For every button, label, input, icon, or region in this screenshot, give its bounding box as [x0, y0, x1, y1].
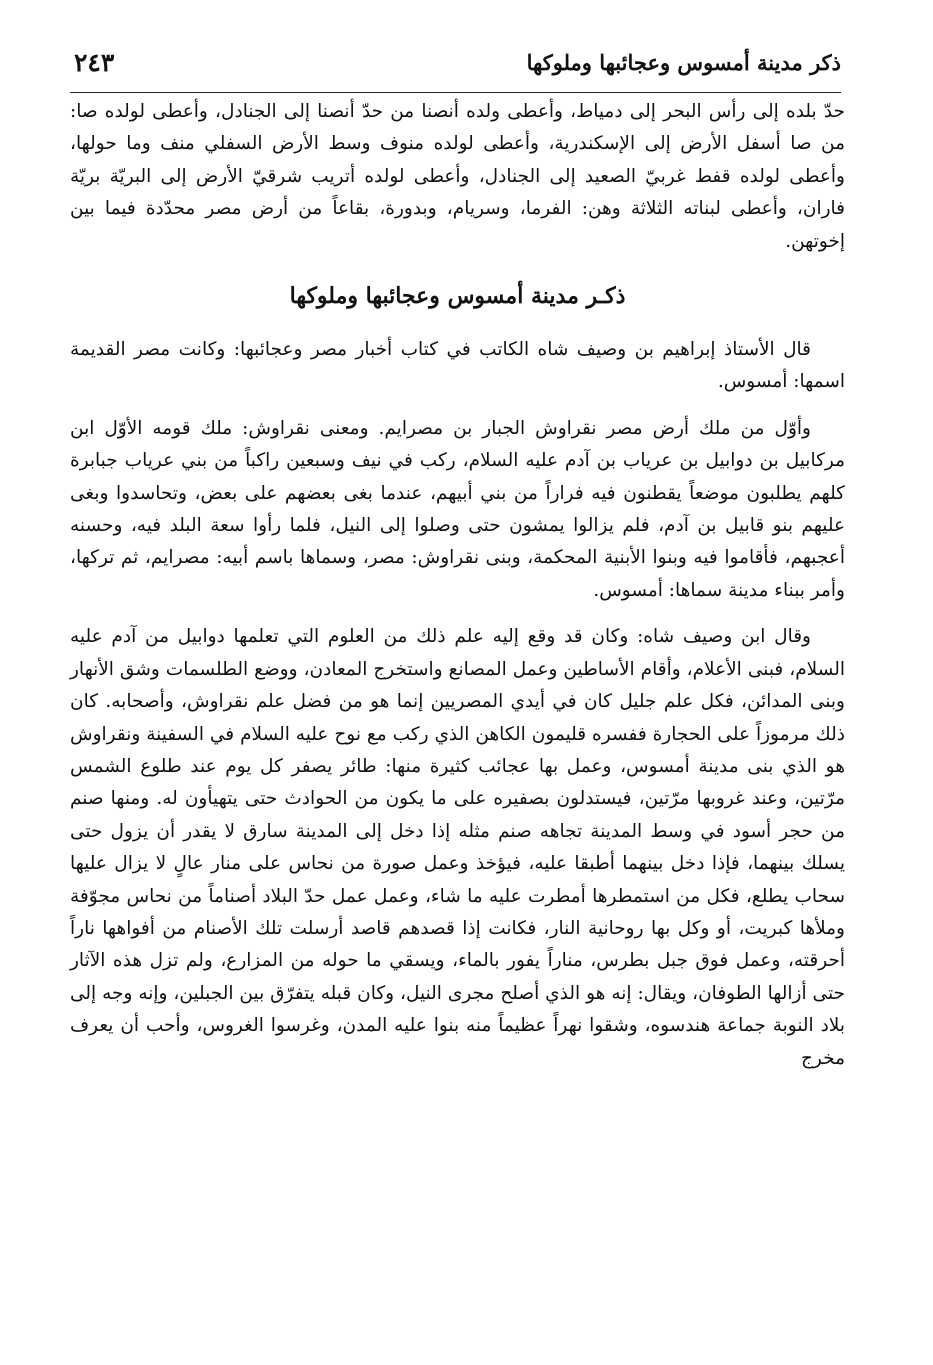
paragraph-1: قال الأستاذ إبراهيم بن وصيف شاه الكاتب في كتاب أخبار مصر وعجائبها: وكانت مصر القديمة اسمها: أمسوس.	[70, 339, 845, 393]
main-text	[70, 96, 845, 1075]
running-header	[70, 44, 841, 93]
page-number: ٢٤٣	[74, 48, 115, 77]
running-title: ذكر مدينة أمسوس وعجائبها وملوكها	[526, 50, 841, 75]
opening-paragraph: حدّ بلده إلى رأس البحر إلى دمياط، وأعطى ولده أنصنا من حدّ أنصنا إلى الجنادل، وأعطى لولده صا: من صا أسفل الأرض إلى الإسكندرية، وأعطى لولده منوف وسط الأرض السفلي منف وما حولها، وأعطى لولده قفط غربيّ الصعيد إلى الجنادل، وأعطى لولده أتريب شرقيّ الأرض إلى البريّة بريّة فاران، وأعطى لبناته الثلاثة وهن: الفرما، وسريام، وبدورة، بقاعاً من أرض مصر محدّدة فيما بين إخوتهن.	[70, 101, 845, 252]
paragraph-3: وقال ابن وصيف شاه: وكان قد وقع إليه علم ذلك من العلوم التي تعلمها دوابيل من آدم عليه السلام، فبنى الأعلام، وأقام الأساطين وعمل المصانع واستخرج المعادن، ووضع الطلسمات وشق الأنهار وبنى المدائن، فكل علم جليل كان في أيدي المصريين إنما هو من فضل علم نقراوش، وأصحابه. كان ذلك مرموزاً على الحجارة ففسره قليمون الكاهن الذي ركب مع نوح عليه السلام في السفينة ونقراوش هو الذي بنى مدينة أمسوس، وعمل بها عجائب كثيرة منها: طائر يصفر كل يوم عند طلوع الشمس مرّتين، وعند غروبها مرّتين، فيستدلون بصفيره على ما يكون من الحوادث حتى يتهيأون له. ومنها صنم من حجر أسود في وسط المدينة تجاهه صنم مثله إذا دخل إلى المدينة سارق لا يقدر أن يزول حتى يسلك بينهما، فإذا دخل بينهما أطبقا عليه، فيؤخذ وعمل صورة من نحاس على منار عالٍ لا يزال عليها سحاب يطلع، فكل من استمطرها أمطرت عليه ما شاء، وعمل عمل حدّ البلاد أصناماً من نحاس مجوّفة وملأها كبريت، أو وكل بها روحانية النار، فكانت إذا قصدهم قاصد أرسلت تلك الأصنام من أفواهها ناراً أحرقته، وعمل فوق جبل بطرس، مناراً يفور بالماء، ويسقي ما حوله من المزارع، ولم تزل هذه الآثار حتى أزالها الطوفان، ويقال: إنه هو الذي أصلح مجرى النيل، وكان قبله يتفرّق بين الجبلين، وإنه وجه إلى بلاد النوبة جماعة هندسوه، وشقوا نهراً عظيماً منه بنوا عليه المدن، وغرسوا الغروس، وأحب أن يعرف مخرج	[70, 626, 845, 1069]
paragraph-2: وأوّل من ملك أرض مصر نقراوش الجبار بن مصرايم. ومعنى نقراوش: ملك قومه الأوّل ابن مركابيل بن دوابيل بن عرياب بن آدم عليه السلام، ركب في نيف وسبعين راكباً من بني عرياب جبابرة كلهم يطلبون موضعاً يقطنون فيه فراراً من بني أبيهم، عندما بغى بعضهم على بعض، وتحاسدوا وبغى عليهم بنو قابيل بن آدم، فلم يزالوا يمشون حتى وصلوا إلى النيل، فلما رأوا سعة البلد فيه، وحسنه أعجبهم، فأقاموا فيه وبنوا الأبنية المحكمة، وبنى نقراوش: مصر، وسماها باسم أبيه: مصرايم، ثم تركها، وأمر ببناء مدينة سماها: أمسوس.	[70, 417, 846, 601]
section-heading: ذكـر مدينة أمسوس وعجائبها وملوكها	[289, 283, 626, 310]
